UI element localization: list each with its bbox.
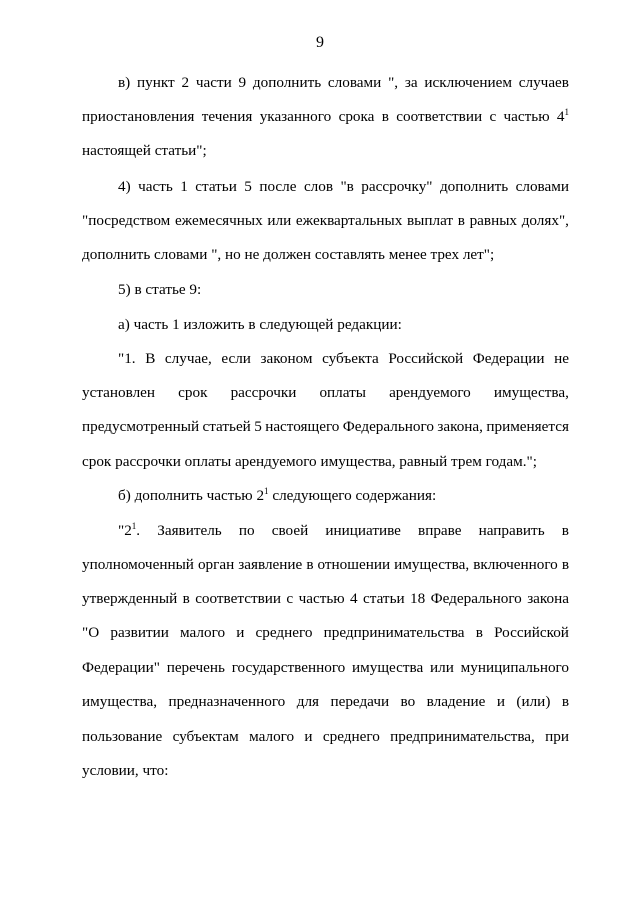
word: Федерального: [430, 590, 522, 607]
text-line: [82, 622, 569, 644]
word: включенного: [473, 556, 558, 573]
word: часть: [138, 178, 173, 195]
word: предпринимательства: [323, 624, 465, 641]
word: соответствии: [396, 108, 483, 125]
word: 9: [238, 74, 247, 91]
word: развитии: [110, 624, 169, 641]
word: "О: [82, 624, 100, 641]
word: Российской: [388, 350, 464, 367]
word: рассрочки: [230, 384, 297, 401]
word: закона: [527, 590, 569, 607]
word: уполномоченный: [82, 556, 194, 573]
word: 4): [118, 178, 131, 195]
word: арендуемого: [389, 384, 471, 401]
word: среднего: [322, 728, 380, 745]
word: в): [118, 74, 131, 91]
word: 5: [254, 418, 262, 435]
word: соответствии: [195, 590, 282, 607]
word: и: [236, 624, 245, 641]
word: 18: [410, 590, 426, 607]
text-line: дополнить словами ", но не должен составлять менее трех лет";: [82, 246, 495, 263]
word: предусмотренный: [82, 418, 200, 435]
word: Федерации": [82, 659, 160, 676]
word: статьи: [363, 590, 405, 607]
word: "в: [340, 178, 354, 195]
text-line: [82, 554, 569, 576]
word: по: [238, 522, 255, 539]
word: 4: [350, 590, 358, 607]
word: срока: [338, 108, 375, 125]
word: течения: [201, 108, 253, 125]
word: пользование: [82, 728, 163, 745]
word: среднего: [255, 624, 313, 641]
word: муниципального: [460, 659, 569, 676]
text-line: [82, 382, 569, 404]
text-line: [82, 210, 569, 232]
word: вправе: [418, 522, 462, 539]
word: выплат: [406, 212, 454, 229]
word: передачи: [330, 693, 390, 710]
word: заявление: [238, 556, 303, 573]
text-line: [118, 72, 569, 94]
word: установлен: [82, 384, 156, 401]
text-line: [118, 348, 569, 370]
text-line: условии, что:: [82, 762, 169, 779]
text-line: [118, 176, 569, 198]
word: Федерации: [472, 350, 545, 367]
text-line: б) дополнить частью $2^1$ следующего содержания:: [118, 486, 437, 504]
word: перечень: [166, 659, 225, 676]
word: или: [430, 659, 454, 676]
word: малого: [249, 728, 295, 745]
word: в: [306, 556, 314, 573]
word: слов: [303, 178, 334, 195]
word: применяется: [486, 418, 569, 435]
word: в: [381, 108, 389, 125]
word: "посредством: [82, 212, 171, 229]
word: части: [195, 74, 232, 91]
word: долях",: [521, 212, 569, 229]
text-line: [82, 588, 569, 610]
text-line: [118, 520, 569, 542]
word: государственного: [231, 659, 346, 676]
word: 5: [244, 178, 252, 195]
word: инициативе: [325, 522, 401, 539]
word: не: [554, 350, 569, 367]
word: или: [267, 212, 292, 229]
word: и: [304, 728, 313, 745]
word: отношении: [317, 556, 391, 573]
word: срок: [178, 384, 208, 401]
word: утвержденный: [82, 590, 178, 607]
text-line: [82, 726, 569, 748]
word: с: [286, 590, 294, 607]
page-number: 9: [316, 34, 324, 51]
word: ежемесячных: [174, 212, 263, 229]
text-line: а) часть 1 изложить в следующей редакции:: [118, 316, 402, 333]
word: направить: [478, 522, 545, 539]
word: в: [475, 624, 483, 641]
word: и: [496, 693, 505, 710]
word: для: [296, 693, 320, 710]
word: случаев: [518, 74, 569, 91]
text-line: 5) в статье 9:: [118, 281, 202, 298]
word: Федерального: [342, 418, 434, 435]
word: оплаты: [319, 384, 366, 401]
word: орган: [197, 556, 235, 573]
word: Заявитель: [157, 522, 222, 539]
word: 1: [180, 178, 188, 195]
word: владение: [426, 693, 486, 710]
word: частью: [298, 590, 345, 607]
word: статьей: [202, 418, 251, 435]
word: исключением: [424, 74, 512, 91]
word: рассрочку": [361, 178, 433, 195]
word: 2: [181, 74, 190, 91]
word: ежеквартальных: [295, 212, 403, 229]
word: имущества,: [493, 384, 569, 401]
word: если: [221, 350, 251, 367]
word: указанного: [259, 108, 332, 125]
word: субъектам: [172, 728, 239, 745]
word: за: [404, 74, 418, 91]
word: во: [400, 693, 416, 710]
word: приостановления: [82, 108, 195, 125]
word: предназначенного: [168, 693, 286, 710]
text-line: срок рассрочки оплаты арендуемого имущества, равный трем годам.";: [82, 453, 537, 470]
text-line: настоящей статьи";: [82, 142, 207, 159]
word: В: [145, 350, 156, 367]
word: "21.: [118, 521, 141, 539]
word: своей: [271, 522, 309, 539]
text-line: [82, 657, 569, 679]
word: ",: [388, 74, 399, 91]
word: Российской: [494, 624, 569, 641]
word: 41: [556, 107, 569, 125]
text-line: [82, 691, 569, 713]
word: настоящего: [265, 418, 340, 435]
word: случае,: [164, 350, 212, 367]
word: имущества,: [394, 556, 470, 573]
word: дополнить: [439, 178, 509, 195]
word: законом: [260, 350, 313, 367]
word: имущества: [352, 659, 424, 676]
word: статьи: [195, 178, 237, 195]
word: в: [182, 590, 190, 607]
word: в: [561, 693, 569, 710]
word: при: [545, 728, 569, 745]
text-line: [82, 416, 569, 438]
word: с: [489, 108, 497, 125]
word: пункт: [137, 74, 175, 91]
word: (или): [516, 693, 551, 710]
word: "1.: [118, 350, 136, 367]
word: имущества,: [82, 693, 158, 710]
word: субъекта: [322, 350, 379, 367]
word: словами: [515, 178, 569, 195]
word: частью: [503, 108, 550, 125]
word: словами: [327, 74, 382, 91]
word: равных: [469, 212, 518, 229]
word: в: [457, 212, 465, 229]
word: дополнить: [252, 74, 322, 91]
word: закона,: [437, 418, 483, 435]
word: в: [561, 522, 569, 539]
word: после: [259, 178, 297, 195]
word: в: [561, 556, 569, 573]
word: предпринимательства,: [390, 728, 535, 745]
word: малого: [180, 624, 226, 641]
text-line: [82, 106, 569, 128]
